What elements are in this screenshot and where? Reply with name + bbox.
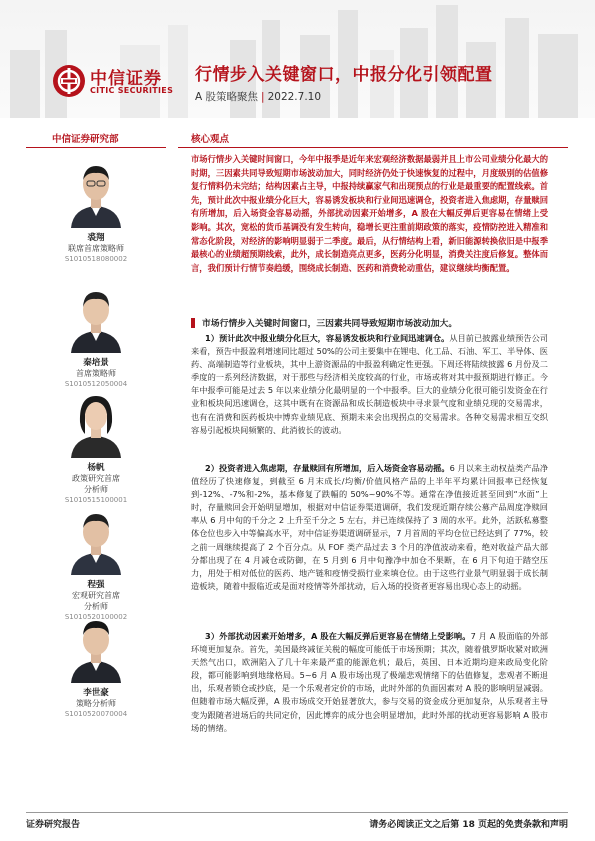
analyst-role: 联席首席策略师 bbox=[68, 244, 124, 253]
analyst-photo-avatar bbox=[65, 158, 127, 228]
citic-logo-icon bbox=[52, 64, 86, 98]
sidebar-divider bbox=[26, 147, 166, 148]
analyst-role: 策略分析师 bbox=[76, 699, 116, 708]
analyst-license-id: S1010512050004 bbox=[64, 380, 128, 388]
paragraph-lead: 3）外部扰动因素开始增多，A 股在大幅反弹后更容易在情绪上受影响。 bbox=[205, 631, 471, 641]
analyst-role: 首席策略师 bbox=[76, 369, 116, 378]
paragraph-body: 6 月以来主动权益类产品净值经历了快速修复，到截至 6 月末成长/均衡/价值风格产品的上半年平均累计回报率已经恢复到-12%、-7%和-2%，基本修复了跌幅的 50%~90%不等。通常在净值接近甚至回到“水面”上时，存量赎回会开始明显增加，根据对中信证券渠道调研，我们发现近期存续公募产品周度净赎回率从 6 月中旬的千分之 2 上升至千分之 5 左右，并已连续保持了 3 周的水平。此外，活跃私募整体仓位也步入中等偏高水平，对中信证券渠道调研显示，7 月首周的平均仓位已经达到了 77%，较之前一周继续提高了 2 个百分点。从 FOF 类产品过去 3 个月的净值波动来看，绝对收益产品大部分都出现了在 4 月减仓或防御，在 5 月到 6 月中旬豫净中加仓不果断，在 6 月下旬迫于踏空压力，用处于相对低位的医药、地产链和疫情受损行业来填仓位。由于这些行业景气明显弱于成长制造板块，随着中报临近或是面对疫情等外部扰动，后入场的投资者更容易出现心态上的动摇。 bbox=[191, 463, 549, 591]
report-header bbox=[0, 0, 595, 118]
footer-divider bbox=[26, 812, 568, 813]
analyst-role: 宏观研究首席 bbox=[72, 591, 120, 600]
analyst-name: 裘翔 bbox=[87, 233, 105, 243]
analyst-card bbox=[26, 613, 166, 718]
analyst-role: 分析师 bbox=[84, 602, 108, 611]
analyst-license-id: S1010515100001 bbox=[64, 496, 128, 504]
paragraph-lead: 2）投资者进入焦虑期，存量赎回有所增加，后入场资金容易动摇。 bbox=[205, 463, 450, 473]
paragraph-body: 7 月 A 股面临的外部环境更加复杂。首先，美国最终减征关税的幅度可能低于市场预期；其次，随着俄罗斯收紧对欧洲天然气出口，欧洲陷入了几十年来最严重的能源危机；最后，英国、日本近期均迎来政局变化阶段，都可能影响到地缘格局。5~6 月 A 股市场出现了极端悲观情绪下的估值修复，悲观者不断退出，乐观者锁仓或抄底，是一个乐观者定价的市场，此时外部的负面因素对 A 股的影响明显减弱。但随着市场大幅反弹，A 股市场成交开始显著放大，参与交易的资金成分更加复杂，从乐观者主导变为跟随者进场后的共同定价，因此博弈的成分也会明显增加，此时外部的扰动更容易影响 A 股市场的情绪。 bbox=[191, 631, 548, 733]
analyst-card bbox=[26, 158, 166, 263]
analyst-name: 秦培景 bbox=[83, 358, 109, 368]
analyst-photo-avatar bbox=[65, 283, 127, 353]
analyst-photo-avatar bbox=[65, 613, 127, 683]
analyst-name: 李世豪 bbox=[83, 688, 109, 698]
research-dept-title: 中信证券研究部 bbox=[52, 134, 119, 145]
key-points-title: 核心观点 bbox=[191, 134, 230, 145]
analyst-photo-avatar bbox=[65, 388, 127, 458]
paragraph-lead: 1）预计此次中报业绩分化巨大，容易诱发板块和行业间迅速调仓。 bbox=[205, 333, 450, 343]
report-title: 行情步入关键窗口，中报分化引领配置 bbox=[195, 65, 493, 85]
paragraph-body: 从目前已披露业绩预告公司来看，预告中报盈利增速同比超过 50%的公司主要集中在锂电、化工品、石油、军工、半导体、医药、高端制造等行业板块，其中上游资源品的中报盈利确定性更强。下周还将陆续披露 6 月份及二季度的一系列经济数据，对于那些与经济相关度较高的行业，市场或将对其中报预期进行修正。今年中报季可能是过去 5 年以来业绩分化最明显的一个中报季。巨大的业绩分化很可能引发资金在行业和板块间迅速调仓，这其中既有在资源品和成长制造板块中寻求景气度和业绩兑现的交易需求，也有在消费和医药板块中博弈业绩见底、预期未来会出现拐点的交易需求。各种交易需求相互交织容易引起板块间频繁的、此消彼长的波动。 bbox=[191, 333, 548, 435]
analyst-card bbox=[26, 283, 166, 388]
analyst-name: 程强 bbox=[87, 580, 105, 590]
analyst-photo-avatar bbox=[65, 505, 127, 575]
subtitle-separator: | bbox=[261, 91, 265, 103]
analyst-license-id: S1010518080002 bbox=[64, 255, 128, 263]
analyst-role: 分析师 bbox=[84, 485, 108, 494]
report-date: 2022.7.10 bbox=[267, 91, 322, 103]
analyst-license-id: S1010520070004 bbox=[64, 710, 128, 718]
footer-report-label: 证券研究报告 bbox=[26, 820, 81, 830]
section-heading: 市场行情步入关键时间窗口，三因素共同导致短期市场波动加大。 bbox=[202, 319, 458, 329]
analyst-card bbox=[26, 388, 166, 504]
analyst-card bbox=[26, 505, 166, 621]
body-paragraph bbox=[191, 332, 548, 437]
report-type: A 股策略聚焦 bbox=[195, 91, 259, 103]
analyst-license-id: S1010520100002 bbox=[64, 613, 128, 621]
key-points-summary: 市场行情步入关键时间窗口，今年中报季是近年来宏观经济数据最弱并且上市公司业绩分化最大的时期，三因素共同导致短期市场波动加大，同时经济仍处于快速恢复的过程中，月度级别的估值修复行情料仍未完结；结构因素占主导，中报持续赢家气和出现预点的行业是最重要的配置线索。首先，预计此次中报业绩分化巨大，容易诱发板块和行业间迅速调仓，投资者进入焦虑期，存量赎回有所增加，后入场资金容易动摇，外部扰动因素开始增多，A 股在大幅反弹后更容易在情绪上受影响。其次，宽松的货币基调没有发生转向，稳增长更注重前期政策的落实，疫情防控进入精准和常态化阶段，对经济的影响明显弱于二季度。最后，从行情结构上看，新旧能源转换依旧是中报季最核心的业绩超预期线索，此外，成长制造亮点更多，医药分化明显，消费关注度后修复。整体而言，我们预计行情节奏趋缓，围绕成长制造、医药和消费轮动重估，建议继续均衡配置。 bbox=[191, 154, 548, 273]
report-subtitle bbox=[195, 89, 321, 104]
analyst-name: 杨帆 bbox=[87, 463, 105, 473]
body-paragraph bbox=[191, 630, 548, 735]
main-divider bbox=[178, 147, 568, 148]
body-paragraph bbox=[191, 462, 548, 593]
section-bullet-marker bbox=[191, 318, 195, 328]
analyst-role: 政策研究首席 bbox=[72, 474, 120, 483]
footer-disclaimer: 请务必阅读正文之后第 18 页起的免责条款和声明 bbox=[369, 820, 568, 830]
brand-name: 中信证券 bbox=[90, 69, 162, 89]
brand-name-english: CITIC SECURITIES bbox=[90, 86, 174, 95]
